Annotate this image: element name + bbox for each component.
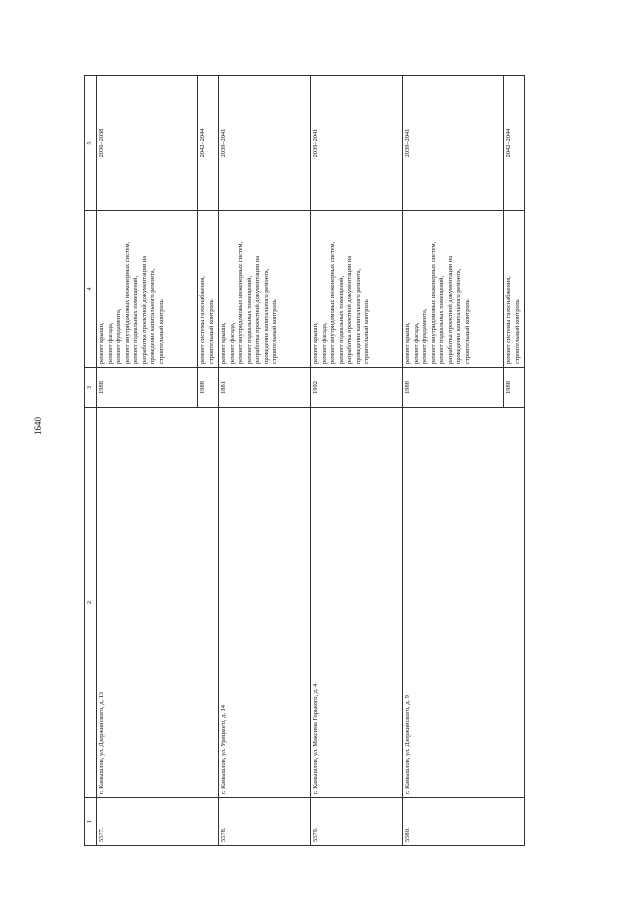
work-item: ремонт крыши,: [404, 322, 411, 364]
address-cell: г. Камышлов, ул. Урицкого, д. 14: [219, 408, 311, 798]
year-cell: 1881: [219, 368, 311, 408]
year-cell: 1988: [198, 368, 219, 408]
table-row: [311, 76, 403, 846]
column-header-3: 3: [85, 368, 97, 408]
work-item: строительный контроль: [157, 299, 165, 364]
row-number: 5578.: [219, 798, 311, 846]
period-cell: 2039–2041: [403, 76, 504, 211]
row-number: 5579.: [311, 798, 403, 846]
work-item: разработка проектной документации на: [446, 255, 454, 364]
column-header-5: 5: [85, 76, 97, 211]
work-item: ремонт фасада,: [106, 322, 114, 364]
column-header-4: 4: [85, 211, 97, 368]
address-cell: г. Камышлов, ул. Дзержинского, д. 13: [97, 408, 219, 798]
work-item: ремонт крыши,: [220, 322, 227, 364]
work-item: строительный контроль: [271, 299, 279, 364]
table-row: [219, 76, 311, 846]
repair-schedule-table: [84, 75, 525, 846]
work-item: проведение капитального ремонта,: [455, 268, 463, 364]
works-cell: [97, 211, 198, 368]
column-header-1: 1: [85, 798, 97, 846]
works-cell: [403, 211, 504, 368]
work-item: ремонт фасада,: [412, 322, 420, 364]
work-item: ремонт фасада,: [228, 322, 236, 364]
year-cell: 1988: [504, 368, 525, 408]
work-item: проведение капитального ремонта,: [149, 268, 157, 364]
work-item: строительный контроль: [363, 299, 371, 364]
work-item: ремонт внутридомовых инженерных систем,: [237, 241, 245, 364]
column-header-2: 2: [85, 408, 97, 798]
page-number: 1640: [33, 417, 43, 435]
work-item: ремонт подвальных помещений,: [337, 275, 345, 364]
works-cell: [311, 211, 403, 368]
work-item: строительный контроль: [207, 299, 215, 364]
work-item: ремонт фасада,: [320, 322, 328, 364]
work-item: ремонт подвальных помещений,: [245, 275, 253, 364]
work-item: строительный контроль: [463, 299, 471, 364]
year-cell: 1988: [97, 368, 198, 408]
period-cell: 2039–2041: [219, 76, 311, 211]
address-cell: г. Камышлов, ул. Дзержинского, д. 9: [403, 408, 525, 798]
work-item: ремонт крыши,: [98, 322, 105, 364]
table-row: [403, 76, 504, 846]
header-row: [85, 76, 97, 846]
works-cell: [219, 211, 311, 368]
work-item: проведение капитального ремонта,: [354, 268, 362, 364]
rotated-table-container: [84, 76, 531, 846]
works-cell: [198, 211, 219, 368]
work-item: ремонт внутридомовых инженерных систем,: [429, 241, 437, 364]
work-item: разработка проектной документации на: [346, 255, 354, 364]
work-item: ремонт подвальных помещений,: [132, 275, 140, 364]
row-number: 5577.: [97, 798, 219, 846]
row-number: 5580.: [403, 798, 525, 846]
address-cell: г. Камышлов, ул. Максима Горького, д. 4: [311, 408, 403, 798]
work-item: ремонт внутридомовых инженерных систем,: [329, 241, 337, 364]
work-item: ремонт внутридомовых инженерных систем,: [123, 241, 131, 364]
works-cell: [504, 211, 525, 368]
year-cell: 1988: [403, 368, 504, 408]
period-cell: 2036–2038: [97, 76, 198, 211]
work-item: проведение капитального ремонта,: [262, 268, 270, 364]
work-item: ремонт крыши,: [312, 322, 319, 364]
period-cell: 2042–2044: [504, 76, 525, 211]
work-item: ремонт фундамента,: [115, 308, 123, 364]
table-row: [97, 76, 198, 846]
period-cell: 2042–2044: [198, 76, 219, 211]
work-item: ремонт фундамента,: [421, 308, 429, 364]
work-item: ремонт подвальных помещений,: [438, 275, 446, 364]
work-item: строительный контроль: [513, 299, 521, 364]
work-item: ремонт системы газоснабжения,: [199, 276, 206, 364]
work-item: разработка проектной документации на: [140, 255, 148, 364]
period-cell: 2039–2041: [311, 76, 403, 211]
year-cell: 1902: [311, 368, 403, 408]
work-item: разработка проектной документации на: [254, 255, 262, 364]
work-item: ремонт системы газоснабжения,: [505, 276, 512, 364]
